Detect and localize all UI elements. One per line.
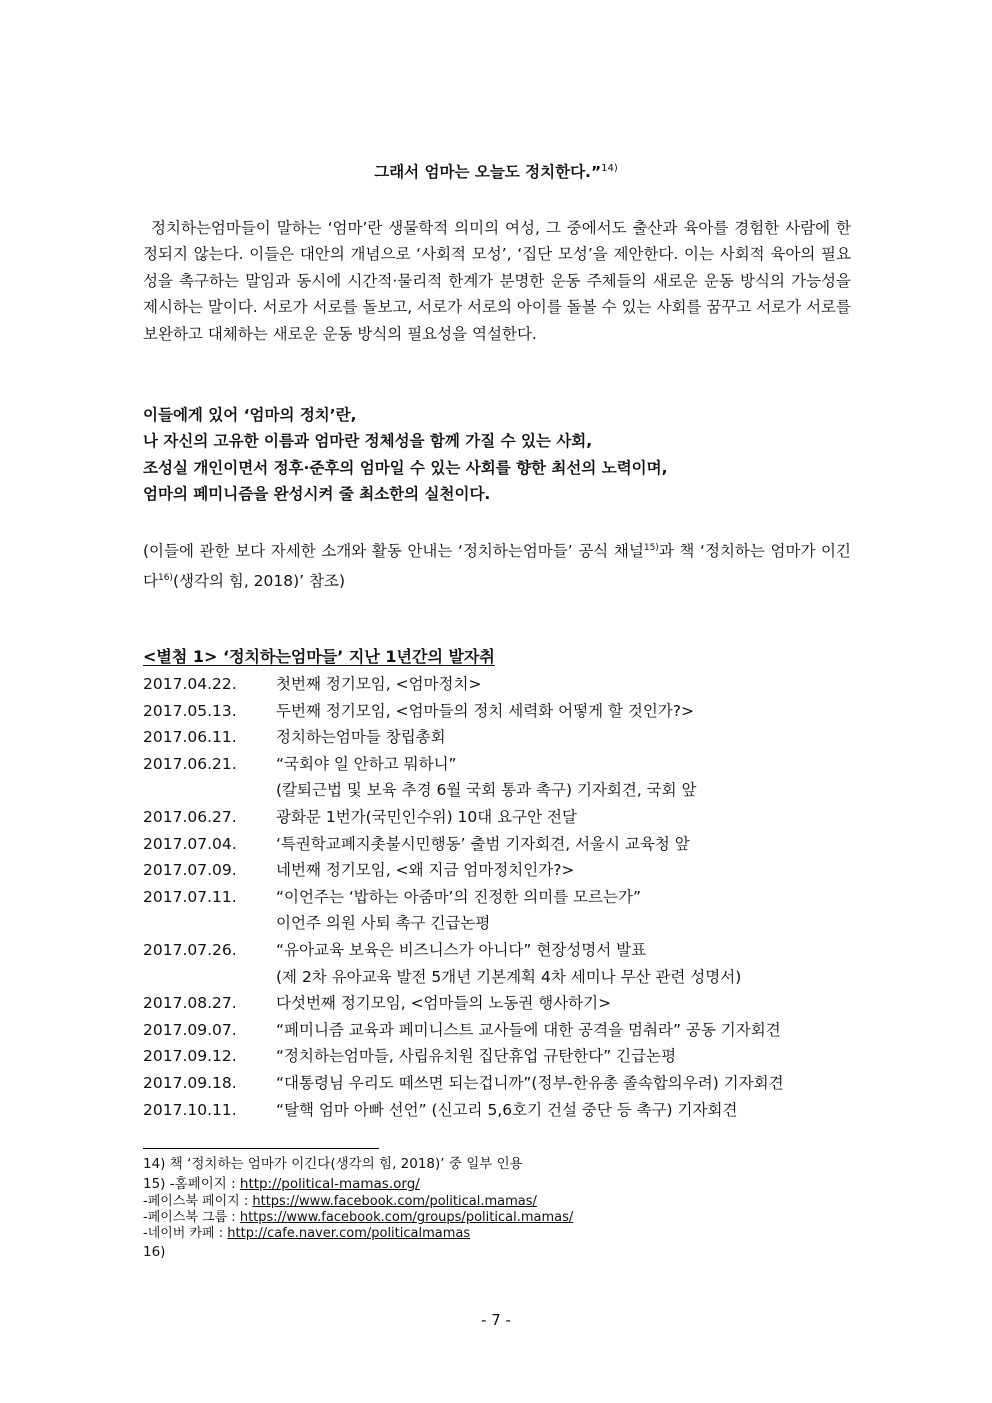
timeline-row [143, 1097, 863, 1124]
timeline-row [143, 1017, 863, 1044]
timeline-row-continuation [143, 964, 863, 991]
reference-text: (생각의 힘, 2018)’ 참조) [172, 571, 346, 590]
facebook-page-link[interactable]: https://www.facebook.com/political.mamas/ [252, 1194, 537, 1209]
timeline-date: 2017.09.07. [143, 1020, 237, 1039]
timeline-row [143, 831, 863, 858]
quote-closing-text: 그래서 엄마는 오늘도 정치한다.” [374, 163, 602, 181]
timeline-row-continuation [143, 910, 863, 937]
footnote-label: -페이스북 페이지 : [143, 1194, 253, 1209]
timeline-row-continuation [143, 777, 863, 804]
timeline-date: 2017.09.18. [143, 1073, 237, 1092]
timeline-event: (칼퇴근법 및 보육 추경 6월 국회 통과 촉구) 기자회견, 국회 앞 [276, 781, 697, 800]
timeline-row [143, 671, 863, 698]
footnote-16: 16) [143, 1244, 166, 1260]
page-number: - 7 - [481, 1311, 511, 1329]
footnote-label: -네이버 카페 : [143, 1226, 228, 1241]
timeline-date: 2017.07.26. [143, 940, 237, 959]
timeline-date: 2017.10.11. [143, 1100, 237, 1119]
timeline-event: “페미니즘 교육과 페미니스트 교사들에 대한 공격을 멈춰라” 공동 기자회견 [276, 1020, 781, 1039]
timeline-row [143, 1070, 863, 1097]
timeline-event: 다섯번째 정기모임, <엄마들의 노동권 행사하기> [276, 994, 612, 1013]
footnote-label: 15) -홈페이지 : [143, 1176, 240, 1192]
timeline-event: “대통령님 우리도 떼쓰면 되는겁니까”(정부-한유총 졸속합의우려) 기자회견 [276, 1073, 784, 1092]
appendix-title: <별첨 1> ‘정치하는엄마들’ 지난 1년간의 발자취 [143, 647, 495, 666]
footnote-naver-cafe [143, 1226, 851, 1242]
timeline-date: 2017.08.27. [143, 994, 237, 1013]
footnote-ref-14[interactable]: 14) [601, 162, 618, 174]
footnote-ref-16[interactable]: 16) [157, 572, 173, 583]
footnote-ref-15[interactable]: 15) [643, 543, 659, 553]
bold-line: 이들에게 있어 ‘엄마의 정치’란, [143, 406, 357, 424]
timeline-event: (제 2차 유아교육 발전 5개년 기본계획 4차 세미나 무산 관련 성명서) [276, 967, 742, 986]
timeline-date: 2017.06.27. [143, 807, 237, 826]
timeline-event: ‘특권학교폐지촛불시민행동’ 출범 기자회견, 서울시 교육청 앞 [276, 834, 690, 853]
timeline-date: 2017.06.21. [143, 754, 237, 773]
timeline-row [143, 937, 863, 964]
timeline-date: 2017.05.13. [143, 701, 237, 720]
timeline-event: 이언주 의원 사퇴 촉구 긴급논평 [276, 914, 491, 933]
timeline-row [143, 804, 863, 831]
timeline-row [143, 751, 863, 778]
timeline-date: 2017.07.09. [143, 861, 237, 880]
timeline-event: “정치하는엄마들, 사립유치원 집단휴업 규탄한다” 긴급논평 [276, 1047, 677, 1066]
timeline-event: “탈핵 엄마 아빠 선언” (신고리 5,6호기 건설 중단 등 촉구) 기자회견 [276, 1100, 738, 1119]
timeline-row [143, 884, 863, 911]
timeline-event: 정치하는엄마들 창립총회 [276, 728, 446, 747]
timeline-event: 광화문 1번가(국민인수위) 10대 요구안 전달 [276, 807, 577, 826]
reference-text: (이들에 관한 보다 자세한 소개와 활동 안내는 ‘정치하는엄마들’ 공식 채널 [143, 542, 644, 561]
timeline-row [143, 990, 863, 1017]
reference-text: 과 책 ‘정치하는 엄마가 이긴다 [143, 542, 852, 590]
bold-line: 나 자신의 고유한 이름과 엄마란 정체성을 함께 가질 수 있는 사회, [143, 432, 593, 451]
timeline-date: 2017.09.12. [143, 1047, 237, 1066]
timeline-row [143, 1043, 863, 1070]
timeline-row [143, 698, 863, 725]
bold-line: 조성실 개인이면서 정후·준후의 엄마일 수 있는 사회를 향한 최선의 노력이며, [143, 458, 668, 477]
footnote-14: 14) 책 ‘정치하는 엄마가 이긴다(생각의 힘, 2018)’ 중 일부 인용 [143, 1156, 523, 1172]
timeline-row [143, 857, 863, 884]
footnotes [143, 1154, 851, 1262]
timeline-event: 첫번째 정기모임, <엄마정치> [276, 675, 482, 693]
timeline-event: 두번째 정기모임, <엄마들의 정치 세력화 어떻게 할 것인가?> [276, 701, 694, 720]
timeline-date: 2017.07.11. [143, 887, 237, 906]
quote-closing-line [0, 160, 992, 182]
timeline-row [143, 724, 863, 751]
footnote-facebook-group [143, 1210, 851, 1226]
timeline-date: 2017.06.11. [143, 728, 237, 747]
bold-line: 엄마의 페미니즘을 완성시켜 줄 최소한의 실천이다. [143, 485, 491, 504]
facebook-group-link[interactable]: https://www.facebook.com/groups/political.mamas/ [239, 1210, 574, 1225]
footnote-facebook-page [143, 1194, 851, 1210]
timeline-event: “이언주는 ‘밥하는 아줌마’의 진정한 의미를 모르는가” [276, 887, 641, 906]
timeline-date: 2017.07.04. [143, 834, 237, 853]
timeline-event: 네번째 정기모임, <왜 지금 엄마정치인가?> [276, 861, 575, 880]
footnote-divider [143, 1148, 379, 1149]
timeline-event: “국회야 일 안하고 뭐하니” [276, 754, 457, 773]
homepage-link[interactable]: http://political-mamas.org/ [239, 1176, 420, 1192]
timeline-date: 2017.04.22. [143, 675, 237, 693]
naver-cafe-link[interactable]: http://cafe.naver.com/politicalmamas [227, 1226, 471, 1241]
timeline-event: “유아교육 보육은 비즈니스가 아니다” 현장성명서 발표 [276, 940, 647, 959]
footnote-label: -페이스북 그룹 : [143, 1210, 240, 1225]
timeline-list [143, 671, 863, 1123]
footnote-15 [143, 1174, 851, 1194]
paragraph-social-motherhood: 정치하는엄마들이 말하는 ‘엄마’란 생물학적 의미의 여성, 그 중에서도 출산과 육아를 경험한 사람에 한정되지 않는다. 이들은 대안의 개념으로 ‘사회적 모성’, ‘집단 모성’을 제안한다. 이는 사회적 육아의 필요성을 촉구하는 말임과 동시에 시간적·물리적 한계가 분명한 운동 주체들의 새로운 운동 방식의 가능성을 제시하는 말이다. 서로가 서로를 돌보고, 서로가 서로의 아이를 돌볼 수 있는 사회를 꿈꾸고 서로가 서로를 보완하고 대체하는 새로운 운동 방식의 필요성을 역설한다. [143, 219, 851, 343]
paragraph-references [143, 535, 851, 594]
bold-statement [143, 402, 851, 508]
